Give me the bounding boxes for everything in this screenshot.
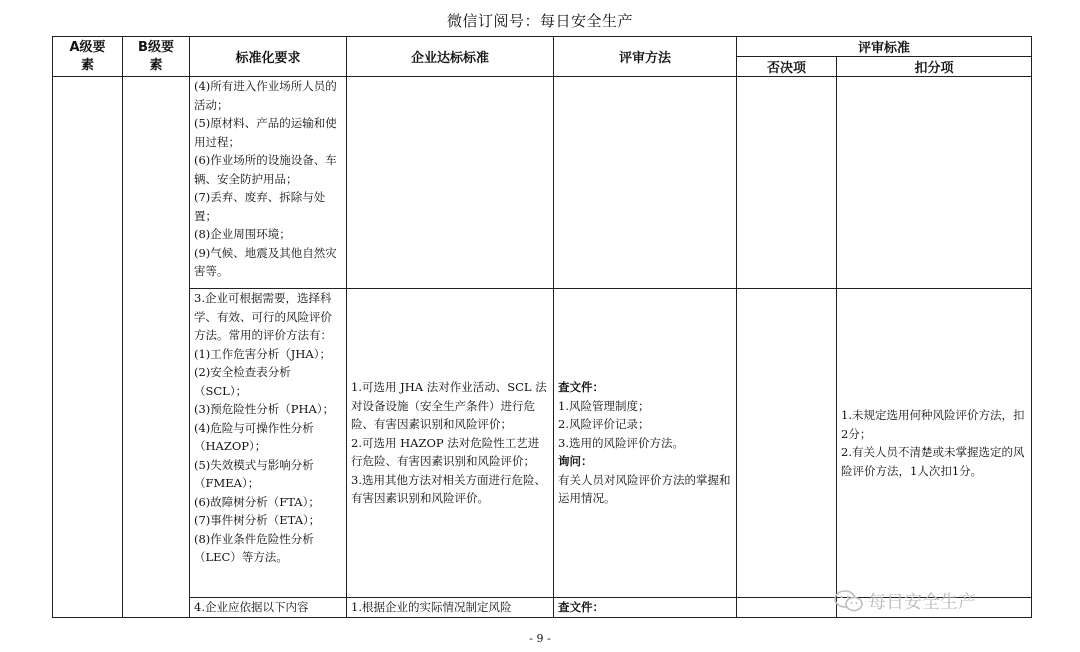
requirement-cell: 3.企业可根据需要，选择科学、有效、可行的风险评价方法。常用的评价方法有： (1)工作危害分析（JHA）； (2)安全检查表分析（SCL）； (3)预危险性分析（PHA）； (4)危险与可操作性分析（HAZOP）； (5)失效模式与影响分析（FMEA）； (6)故障树分析（FTA）； (7)事件树分析（ETA）； (8)作业条件危险性分析（LEC）等方法。	[190, 289, 347, 598]
table-row	[53, 289, 1032, 598]
review-standard-table	[52, 36, 1032, 618]
b-level-cell	[123, 77, 190, 618]
veto-cell	[737, 77, 837, 289]
watermark-text: 每日安全生产	[868, 592, 976, 613]
col-header-a-level: A级要素	[53, 37, 123, 77]
col-header-veto-item: 否决项	[737, 57, 837, 77]
veto-cell	[737, 289, 837, 598]
col-header-b-level: B级要素	[123, 37, 190, 77]
col-header-enterprise-standard: 企业达标标准	[347, 37, 554, 77]
enterprise-standard-cell: 1.可选用 JHA 法对作业活动、SCL 法对设备设施（安全生产条件）进行危险、有害因素识别和风险评价； 2.可选用 HAZOP 法对危险性工艺进行危险、有害因素识别和风险评价； 3.选用其他方法对相关方面进行危险、有害因素识别和风险评价。	[347, 289, 554, 598]
col-header-review-criteria: 评审标准	[737, 37, 1032, 57]
veto-cell	[737, 598, 837, 618]
review-method-cell: 查文件：	[554, 598, 737, 618]
enterprise-standard-cell: 1.根据企业的实际情况制定风险	[347, 598, 554, 618]
wechat-icon	[834, 589, 864, 613]
col-header-standard-requirement: 标准化要求	[190, 37, 347, 77]
requirement-cell: 4.企业应依据以下内容	[190, 598, 347, 618]
review-method-cell: 查文件： 1.风险管理制度； 2.风险评价记录； 3.选用的风险评价方法。 询问： 有关人员对风险评价方法的掌握和运用情况。	[554, 289, 737, 598]
enterprise-standard-cell	[347, 77, 554, 289]
page-number: - 9 -	[529, 632, 551, 645]
col-header-deduction-item: 扣分项	[837, 57, 1032, 77]
col-header-review-method: 评审方法	[554, 37, 737, 77]
watermark	[834, 588, 976, 614]
deduction-cell	[837, 77, 1032, 289]
review-method-cell	[554, 77, 737, 289]
table-row	[53, 77, 1032, 289]
a-level-cell	[53, 77, 123, 618]
page-header: 微信订阅号：每日安全生产	[446, 12, 633, 30]
requirement-cell: (4)所有进入作业场所人员的活动； (5)原材料、产品的运输和使用过程； (6)作业场所的设施设备、车辆、安全防护用品； (7)丢弃、废弃、拆除与处置； (8)企业周围环境； (9)气候、地震及其他自然灾害等。	[190, 77, 347, 289]
deduction-cell: 1.未规定选用何种风险评价方法，扣2分； 2.有关人员不清楚或未掌握选定的风险评价方法，1人次扣1分。	[837, 289, 1032, 598]
